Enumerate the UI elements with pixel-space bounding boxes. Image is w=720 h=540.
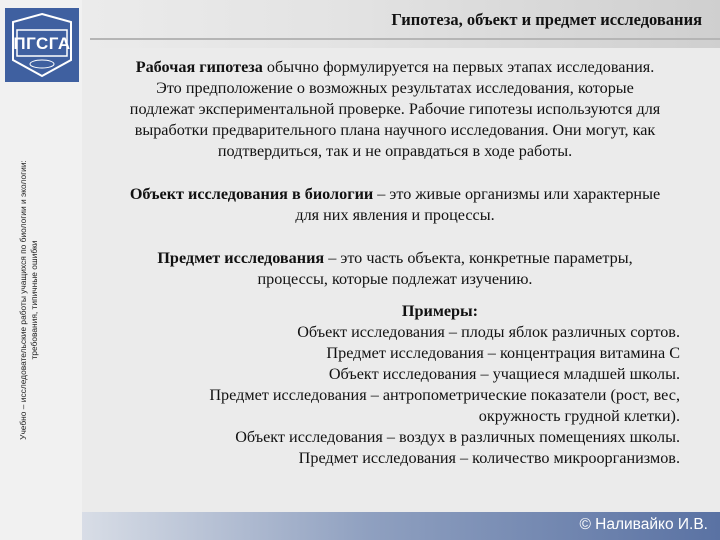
object-term: Объект исследования в биологии (129, 185, 374, 203)
page-title: Гипотеза, объект и предмет исследования (391, 10, 702, 29)
example-line: Предмет исследования – концентрация витамина С (326, 344, 680, 362)
slide-footer (82, 512, 720, 540)
vertical-caption-line1: Учебно – исследовательские работы учащихся по биологии и экологии: (18, 160, 28, 440)
vertical-caption-wrap (18, 100, 78, 500)
object-paragraph (90, 184, 700, 226)
subject-term: Предмет исследования (157, 249, 325, 267)
hypothesis-line1: обычно формулируется на первых этапах исследования. (262, 58, 655, 76)
hypothesis-line5: подтвердиться, так и не оправдаться в ходе работы. (217, 142, 573, 160)
vertical-caption-line2: требования, типичные ошибки (29, 240, 39, 360)
example-line: Объект исследования – воздух в различных помещениях школы. (235, 428, 680, 446)
object-line1: – это живые организмы или характерные (373, 185, 661, 203)
subject-line2: процессы, которые подлежат изучению. (257, 270, 533, 288)
example-line: окружность грудной клетки). (478, 407, 680, 425)
hypothesis-line2: Это предположение о возможных результатах исследования, которые (156, 79, 634, 97)
logo-text: ПГСГА (13, 34, 71, 53)
slide-header (90, 0, 720, 48)
hypothesis-line3: подлежат экспериментальной проверке. Рабочие гипотезы используются для (129, 100, 661, 118)
hypothesis-paragraph (90, 57, 700, 162)
example-line: Предмет исследования – антропометрические показатели (рост, вес, (209, 386, 680, 404)
university-logo (5, 8, 79, 82)
vertical-caption (18, 100, 40, 500)
subject-line1: – это часть объекта, конкретные параметры, (324, 249, 633, 267)
example-line: Объект исследования – учащиеся младшей школы. (328, 365, 680, 383)
sidebar (0, 0, 82, 540)
hypothesis-term: Рабочая гипотеза (135, 58, 263, 76)
example-line: Предмет исследования – количество микроорганизмов. (298, 449, 680, 467)
example-line: Объект исследования – плоды яблок различных сортов. (297, 323, 680, 341)
examples-heading: Примеры: (401, 302, 479, 320)
hypothesis-line4: выработки предварительного плана научного исследования. Они могут, как (134, 121, 656, 139)
header-divider (90, 38, 720, 40)
object-line2: для них явления и процессы. (295, 206, 495, 224)
examples-block (120, 301, 680, 469)
copyright-text: © Наливайко И.В. (579, 516, 708, 533)
subject-paragraph (90, 248, 700, 290)
